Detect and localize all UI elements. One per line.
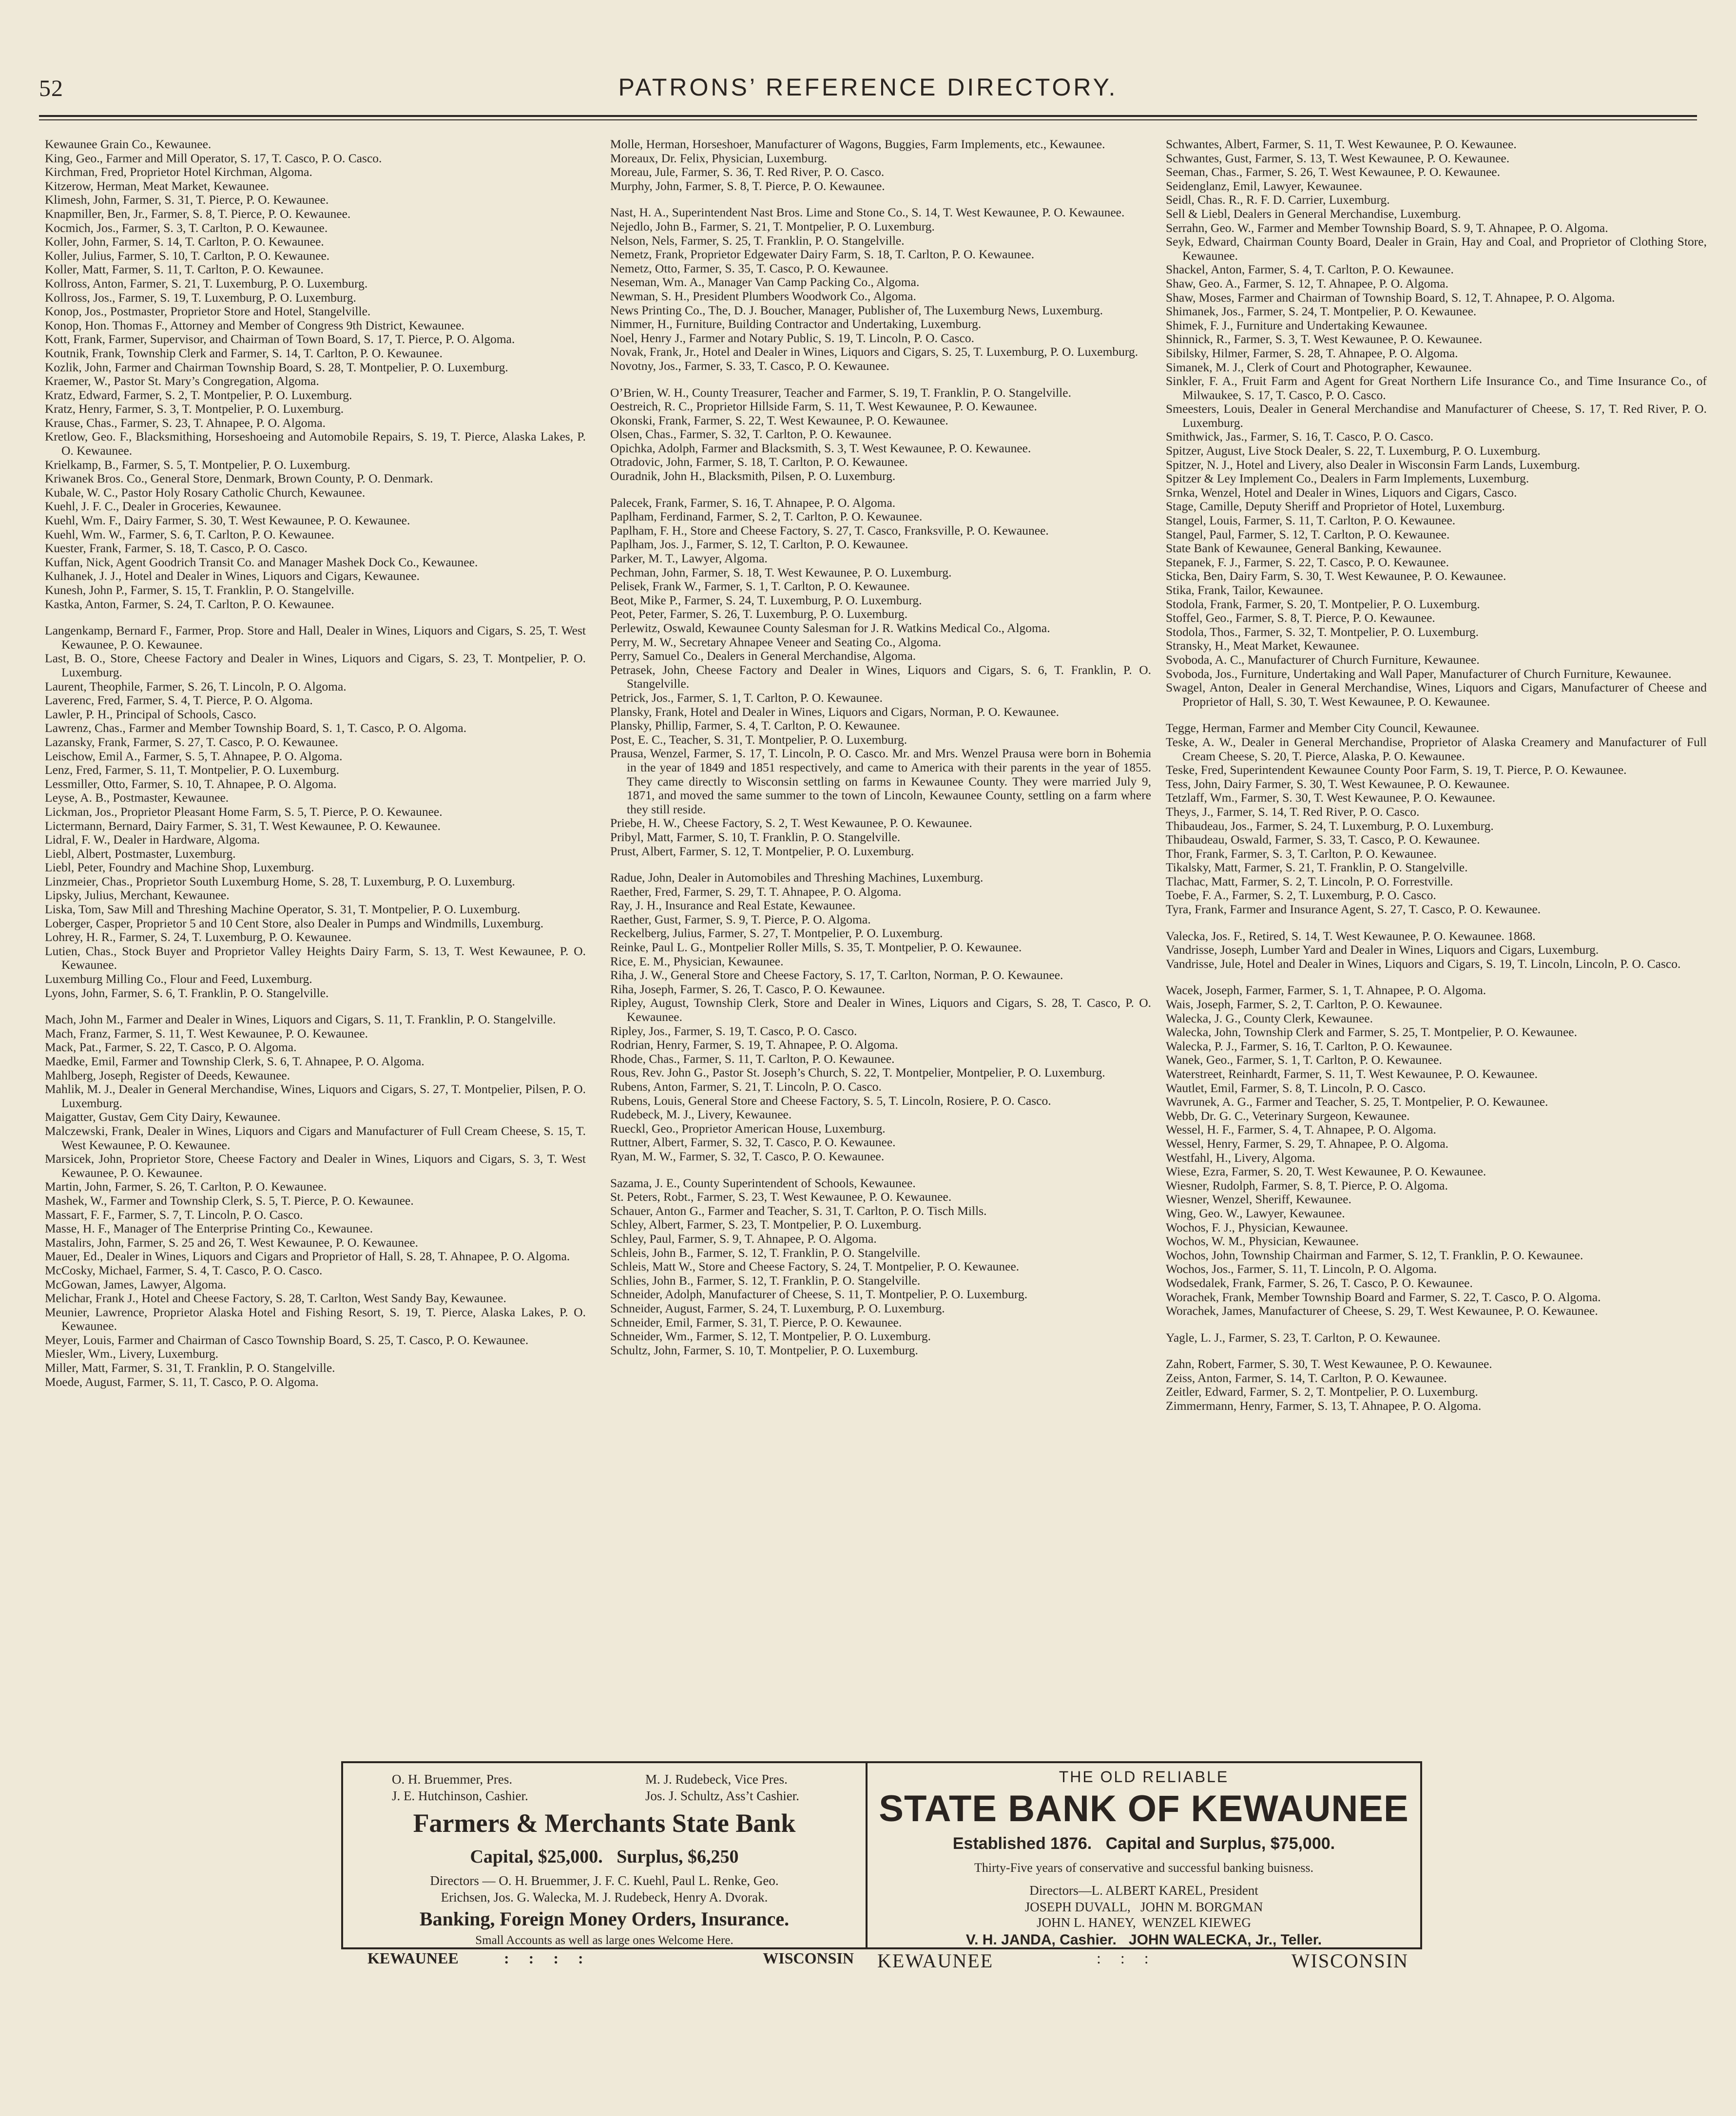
directory-entry: Wanek, Geo., Farmer, S. 1, T. Carlton, P. O. Kewaunee. <box>1166 1053 1442 1067</box>
officer-assistant-cashier: Jos. J. Schultz, Ass’t Cashier. <box>645 1789 800 1803</box>
directory-entry: Petrasek, John, Cheese Factory and Dealer in Wines, Liquors and Cigars, S. 6, T. Franklin, P. O. Stangelville. <box>610 662 1151 691</box>
directory-entry: Wiesner, Wenzel, Sheriff, Kewaunee. <box>1166 1192 1351 1207</box>
tagline: Thirty-Five years of conservative and successful banking buisness. <box>974 1861 1314 1875</box>
directory-entry: Kollross, Jos., Farmer, S. 19, T. Luxemburg, P. O. Luxemburg. <box>45 290 356 305</box>
directory-entry: Sinkler, F. A., Fruit Farm and Agent for Great Northern Life Insurance Co., and Time Insurance Co., of Milwaukee, S. 17, T. Casco, P. O. Casco. <box>1166 374 1707 402</box>
directory-entry: Shackel, Anton, Farmer, S. 4, T. Carlton, P. O. Kewaunee. <box>1166 262 1454 277</box>
directory-entry: Waterstreet, Reinhardt, Farmer, S. 11, T. West Kewaunee, P. O. Kewaunee. <box>1166 1067 1538 1081</box>
directory-list <box>610 137 1151 1357</box>
header-rule-thin <box>39 119 1697 120</box>
directory-entry: Shimanek, Jos., Farmer, S. 24, T. Montpelier, P. O. Kewaunee. <box>1166 304 1477 319</box>
directory-entry: Lyons, John, Farmer, S. 6, T. Franklin, P. O. Stangelville. <box>45 985 329 1000</box>
directory-entry: Kratz, Edward, Farmer, S. 2, T. Montpelier, P. O. Luxemburg. <box>45 387 352 402</box>
directory-entry: Nemetz, Otto, Farmer, S. 35, T. Casco, P. O. Kewaunee. <box>610 261 888 275</box>
directory-entry: Stangel, Louis, Farmer, S. 11, T. Carlton, P. O. Kewaunee. <box>1166 513 1456 528</box>
directory-entry: Kewaunee Grain Co., Kewaunee. <box>45 137 212 151</box>
bank-advertisements <box>341 1761 1422 1972</box>
directory-entry: Wiesner, Rudolph, Farmer, S. 8, T. Pierce, P. O. Algoma. <box>1166 1178 1448 1193</box>
directory-entry: Ripley, Jos., Farmer, S. 19, T. Casco, P. O. Casco. <box>610 1023 857 1038</box>
directory-entry: Yagle, L. J., Farmer, S. 23, T. Carlton, P. O. Kewaunee. <box>1166 1330 1441 1345</box>
directory-entry: Lenz, Fred, Farmer, S. 11, T. Montpelier, P. O. Luxemburg. <box>45 763 339 777</box>
directory-entry: Lessmiller, Otto, Farmer, S. 10, T. Ahnapee, P. O. Algoma. <box>45 776 337 791</box>
directory-entry: Zeiss, Anton, Farmer, S. 14, T. Carlton, P. O. Kewaunee. <box>1166 1370 1447 1385</box>
directory-entry: Okonski, Frank, Farmer, S. 22, T. West Kewaunee, P. O. Kewaunee. <box>610 413 948 427</box>
directory-entry: Valecka, Jos. F., Retired, S. 14, T. West Kewaunee, P. O. Kewaunee. 1868. <box>1166 928 1536 943</box>
directory-entry: Langenkamp, Bernard F., Farmer, Prop. Store and Hall, Dealer in Wines, Liquors and Cigars, S. 25, T. West Kewaunee, P. O. Kewaunee. <box>45 623 586 652</box>
footer-city: KEWAUNEE <box>877 1950 994 1972</box>
capital-surplus-text: Capital and Surplus, $75,000. <box>1105 1834 1335 1853</box>
directory-entry: Svoboda, A. C., Manufacturer of Church Furniture, Kewaunee. <box>1166 652 1480 667</box>
directory-entry: Kastka, Anton, Farmer, S. 24, T. Carlton, P. O. Kewaunee. <box>45 596 334 611</box>
directory-entry: Petrick, Jos., Farmer, S. 1, T. Carlton, P. O. Kewaunee. <box>610 690 883 705</box>
directory-entry: Nemetz, Frank, Proprietor Edgewater Dairy Farm, S. 18, T. Carlton, P. O. Kewaunee. <box>610 247 1035 262</box>
directory-entry: Kuester, Frank, Farmer, S. 18, T. Casco, P. O. Casco. <box>45 541 308 556</box>
directory-entry: Rubens, Louis, General Store and Cheese Factory, S. 5, T. Lincoln, Rosiere, P. O. Casco. <box>610 1093 1051 1108</box>
directory-entry: Liebl, Peter, Foundry and Machine Shop, Luxemburg. <box>45 860 314 875</box>
directory-column-3 <box>1166 137 1707 1413</box>
directory-entry: Wing, Geo. W., Lawyer, Kewaunee. <box>1166 1206 1345 1220</box>
directory-entry: Schneider, August, Farmer, S. 24, T. Luxemburg, P. O. Luxemburg. <box>610 1301 945 1315</box>
directory-entry: Krielkamp, B., Farmer, S. 5, T. Montpelier, P. O. Luxemburg. <box>45 457 350 472</box>
directory-entry: Riha, Joseph, Farmer, S. 26, T. Casco, P. O. Kewaunee. <box>610 981 885 996</box>
directory-entry: Schley, Paul, Farmer, S. 9, T. Ahnapee, P. O. Algoma. <box>610 1231 877 1246</box>
directory-entry: Nast, H. A., Superintendent Nast Bros. Lime and Stone Co., S. 14, T. West Kewaunee, P. O. Kewaunee. <box>610 205 1125 220</box>
directory-entry: Neseman, Wm. A., Manager Van Camp Packing Co., Algoma. <box>610 275 920 289</box>
directory-entry: State Bank of Kewaunee, General Banking, Kewaunee. <box>1166 541 1442 556</box>
state-bank-kewaunee-ad <box>868 1763 1420 1972</box>
directory-entry: Laverenc, Fred, Farmer, S. 4, T. Pierce, P. O. Algoma. <box>45 693 313 708</box>
directory-entry: Marsicek, John, Proprietor Store, Cheese Factory and Dealer in Wines, Liquors and Cigars, S. 3, T. West Kewaunee, P. O. Kewaunee. <box>45 1152 586 1180</box>
directory-entry: Wautlet, Emil, Farmer, S. 8, T. Lincoln, P. O. Casco. <box>1166 1080 1426 1095</box>
directory-entry: Teske, A. W., Dealer in General Merchandise, Proprietor of Alaska Creamery and Manufacturer of Full Cream Cheese, S. 20, T. Pierce, Alaska, P. O. Kewaunee. <box>1166 734 1707 763</box>
established-text: Established 1876. <box>952 1834 1092 1853</box>
directory-entry: Novotny, Jos., Farmer, S. 33, T. Casco, P. O. Kewaunee. <box>610 358 889 373</box>
directory-entry: Tetzlaff, Wm., Farmer, S. 30, T. West Kewaunee, P. O. Kewaunee. <box>1166 790 1496 805</box>
directory-entry: Schneider, Wm., Farmer, S. 12, T. Montpelier, P. O. Luxemburg. <box>610 1329 931 1344</box>
directory-entry: Malczewski, Frank, Dealer in Wines, Liquors and Cigars and Manufacturer of Full Cream Cheese, S. 15, T. West Kewaunee, P. O. Kewaunee. <box>45 1123 586 1152</box>
directory-entry: Riha, J. W., General Store and Cheese Factory, S. 17, T. Carlton, Norman, P. O. Kewaunee. <box>610 968 1063 982</box>
services-line: Banking, Foreign Money Orders, Insurance. <box>419 1908 790 1930</box>
ad-kicker: THE OLD RELIABLE <box>1059 1768 1229 1786</box>
directory-entry: Massart, F. F., Farmer, S. 7, T. Lincoln, P. O. Casco. <box>45 1207 303 1222</box>
directory-entry: Vandrisse, Joseph, Lumber Yard and Dealer in Wines, Liquors and Cigars, Luxemburg. <box>1166 943 1599 957</box>
directory-entry: Paplham, F. H., Store and Cheese Factory, S. 27, T. Casco, Franksville, P. O. Kewaunee. <box>610 523 1049 538</box>
directory-entry: Kratz, Henry, Farmer, S. 3, T. Montpelier, P. O. Luxemburg. <box>45 402 344 416</box>
directory-entry: Meyer, Louis, Farmer and Chairman of Casco Township Board, S. 25, T. Casco, P. O. Kewaunee. <box>45 1332 529 1347</box>
directory-entry: Swagel, Anton, Dealer in General Merchandise, Wines, Liquors and Cigars, Manufacturer of Cheese and Proprietor of Hall, S. 30, T. West Kewaunee, P. O. Kewaunee. <box>1166 680 1707 709</box>
directory-entry: Reckelberg, Julius, Farmer, S. 27, T. Montpelier, P. O. Luxemburg. <box>610 926 943 941</box>
directory-entry: Murphy, John, Farmer, S. 8, T. Pierce, P. O. Kewaunee. <box>610 178 885 193</box>
directory-entry: Kriwanek Bros. Co., General Store, Denmark, Brown County, P. O. Denmark. <box>45 471 433 486</box>
directory-entry: Kretlow, Geo. F., Blacksmithing, Horseshoeing and Automobile Repairs, S. 19, T. Pierce, Alaska Lakes, P. O. Kewaunee. <box>45 429 586 458</box>
directory-entry: Noel, Henry J., Farmer and Notary Public, S. 19, T. Lincoln, P. O. Casco. <box>610 330 974 345</box>
directory-entry: Ryan, M. W., Farmer, S. 32, T. Casco, P. O. Kewaunee. <box>610 1149 885 1163</box>
directory-entry: Raether, Gust, Farmer, S. 9, T. Pierce, P. O. Algoma. <box>610 912 871 926</box>
officer-cashier: J. E. Hutchinson, Cashier. <box>392 1789 528 1803</box>
directory-entry: Radue, John, Dealer in Automobiles and Threshing Machines, Luxemburg. <box>610 870 984 885</box>
directory-entry: Schley, Albert, Farmer, S. 23, T. Montpelier, P. O. Luxemburg. <box>610 1217 922 1232</box>
directory-entry: Shinnick, R., Farmer, S. 3, T. West Kewaunee, P. O. Kewaunee. <box>1166 332 1483 346</box>
directors-line-2: Erichsen, Jos. G. Walecka, M. J. Rudebeck, Henry A. Dvorak. <box>441 1890 768 1904</box>
directory-entry: Kunesh, John P., Farmer, S. 15, T. Franklin, P. O. Stangelville. <box>45 583 354 597</box>
directory-entry: Novak, Frank, Jr., Hotel and Dealer in Wines, Liquors and Cigars, S. 25, T. Luxemburg, P. O. Luxemburg. <box>610 345 1138 359</box>
officer-vice-president: M. J. Rudebeck, Vice Pres. <box>645 1772 788 1787</box>
directory-entry: Miesler, Wm., Livery, Luxemburg. <box>45 1347 219 1361</box>
directory-entry: Seidl, Chas. R., R. F. D. Carrier, Luxemburg. <box>1166 192 1390 207</box>
capital-surplus-line <box>343 1846 866 1867</box>
bank-name: Farmers & Merchants State Bank <box>413 1808 796 1838</box>
directory-entry: Mahlberg, Joseph, Register of Deeds, Kewaunee. <box>45 1068 290 1082</box>
directory-entry: Zeitler, Edward, Farmer, S. 2, T. Montpelier, P. O. Luxemburg. <box>1166 1385 1478 1399</box>
directory-entry: Svoboda, Jos., Furniture, Undertaking and Wall Paper, Manufacturer of Church Furniture, Kewaunee. <box>1166 666 1672 681</box>
directory-entry: Kuehl, Wm. F., Dairy Farmer, S. 30, T. West Kewaunee, P. O. Kewaunee. <box>45 513 410 528</box>
directory-entry: Stika, Frank, Tailor, Kewaunee. <box>1166 583 1324 597</box>
directory-entry: Webb, Dr. G. C., Veterinary Surgeon, Kewaunee. <box>1166 1108 1410 1123</box>
directory-entry: Wessel, Henry, Farmer, S. 29, T. Ahnapee, P. O. Algoma. <box>1166 1136 1449 1151</box>
directory-entry: Ray, J. H., Insurance and Real Estate, Kewaunee. <box>610 898 856 913</box>
directory-entry: O’Brien, W. H., County Treasurer, Teacher and Farmer, S. 19, T. Franklin, P. O. Stangelville. <box>610 385 1071 400</box>
directory-entry: Shaw, Moses, Farmer and Chairman of Township Board, S. 12, T. Ahnapee, P. O. Algoma. <box>1166 290 1615 305</box>
directory-entry: Kuehl, J. F. C., Dealer in Groceries, Kewaunee. <box>45 499 282 514</box>
directory-entry: Thor, Frank, Farmer, S. 3, T. Carlton, P. O. Kewaunee. <box>1166 846 1437 861</box>
directors-line-1: Directors—L. ALBERT KAREL, President <box>1029 1883 1258 1898</box>
directory-entry: Wiese, Ezra, Farmer, S. 20, T. West Kewaunee, P. O. Kewaunee. <box>1166 1164 1486 1179</box>
directory-entry: Schleis, John B., Farmer, S. 12, T. Franklin, P. O. Stangelville. <box>610 1245 921 1260</box>
directors-line-1: Directors — O. H. Bruemmer, J. F. C. Kuehl, Paul L. Renke, Geo. <box>430 1873 779 1888</box>
directory-entry: Spitzer, N. J., Hotel and Livery, also Dealer in Wisconsin Farm Lands, Luxemburg. <box>1166 457 1581 472</box>
directory-entry: Paplham, Jos. J., Farmer, S. 12, T. Carlton, P. O. Kewaunee. <box>610 537 908 552</box>
directory-entry: Kollross, Anton, Farmer, S. 21, T. Luxemburg, P. O. Luxemburg. <box>45 276 368 290</box>
directory-entry: Lidral, F. W., Dealer in Hardware, Algoma. <box>45 832 260 847</box>
directory-entry: Wochos, F. J., Physician, Kewaunee. <box>1166 1220 1349 1234</box>
directory-entry: Rhode, Chas., Farmer, S. 11, T. Carlton, P. O. Kewaunee. <box>610 1051 895 1066</box>
directory-entry: Klimesh, John, Farmer, S. 31, T. Pierce, P. O. Kewaunee. <box>45 192 329 207</box>
directory-entry: Maigatter, Gustav, Gem City Dairy, Kewaunee. <box>45 1110 281 1124</box>
directory-entry: Olsen, Chas., Farmer, S. 32, T. Carlton, P. O. Kewaunee. <box>610 427 892 442</box>
directory-entry: Wacek, Joseph, Farmer, Farmer, S. 1, T. Ahnapee, P. O. Algoma. <box>1166 983 1486 998</box>
directory-entry: Moreau, Jule, Farmer, S. 36, T. Red River, P. O. Casco. <box>610 165 885 179</box>
directory-entry: Walecka, John, Township Clerk and Farmer, S. 25, T. Montpelier, P. O. Kewaunee. <box>1166 1025 1577 1039</box>
directory-entry: Opichka, Adolph, Farmer and Blacksmith, S. 3, T. West Kewaunee, P. O. Kewaunee. <box>610 441 1031 455</box>
directory-entry: Beot, Mike P., Farmer, S. 24, T. Luxemburg, P. O. Luxemburg. <box>610 593 922 607</box>
capital-text: Capital, $25,000. <box>470 1847 603 1867</box>
directory-entry: Leyse, A. B., Postmaster, Kewaunee. <box>45 790 229 805</box>
directory-entry: Meunier, Lawrence, Proprietor Alaska Hotel and Fishing Resort, S. 19, T. Pierce, Alaska Lakes, P. O. Kewaunee. <box>45 1305 586 1333</box>
directory-entry: Miller, Matt, Farmer, S. 31, T. Franklin, P. O. Stangelville. <box>45 1361 335 1375</box>
directory-entry: McCosky, Michael, Farmer, S. 4, T. Casco, P. O. Casco. <box>45 1263 323 1277</box>
directory-entry: Worachek, Frank, Member Township Board and Farmer, S. 22, T. Casco, P. O. Algoma. <box>1166 1289 1601 1304</box>
directory-entry: Rous, Rev. John G., Pastor St. Joseph’s Church, S. 22, T. Montpelier, Montpelier, P. O. Luxemburg. <box>610 1065 1105 1080</box>
directory-entry: Konop, Jos., Postmaster, Proprietor Store and Hotel, Stangelville. <box>45 304 371 319</box>
bank-name: STATE BANK OF KEWAUNEE <box>879 1788 1409 1829</box>
page-number: 52 <box>39 76 63 101</box>
directory-entry: Thibaudeau, Jos., Farmer, S. 24, T. Luxemburg, P. O. Luxemburg. <box>1166 818 1494 833</box>
directory-entry: Kitzerow, Herman, Meat Market, Kewaunee. <box>45 178 269 193</box>
directory-entry: King, Geo., Farmer and Mill Operator, S. 17, T. Casco, P. O. Casco. <box>45 151 382 165</box>
directory-entry: Ruttner, Albert, Farmer, S. 32, T. Casco, P. O. Kewaunee. <box>610 1135 896 1150</box>
directory-entry: Mastalirs, John, Farmer, S. 25 and 26, T. West Kewaunee, P. O. Kewaunee. <box>45 1235 419 1250</box>
directory-entry: Lipsky, Julius, Merchant, Kewaunee. <box>45 888 230 903</box>
header-rule <box>39 115 1697 117</box>
directory-entry: Raether, Fred, Farmer, S. 29, T. T. Ahnapee, P. O. Algoma. <box>610 884 902 899</box>
directory-entry: Palecek, Frank, Farmer, S. 16, T. Ahnapee, P. O. Algoma. <box>610 495 896 510</box>
directory-entry: Perry, Samuel Co., Dealers in General Merchandise, Algoma. <box>610 649 916 663</box>
directory-entry: Wais, Joseph, Farmer, S. 2, T. Carlton, P. O. Kewaunee. <box>1166 997 1443 1012</box>
directory-entry: Koutnik, Frank, Township Clerk and Farmer, S. 14, T. Carlton, P. O. Kewaunee. <box>45 346 443 360</box>
directory-entry: Teske, Fred, Superintendent Kewaunee County Poor Farm, S. 19, T. Pierce, P. O. Kewaunee. <box>1166 763 1627 777</box>
directory-entry: Wochos, Jos., Farmer, S. 11, T. Lincoln, P. O. Algoma. <box>1166 1262 1437 1276</box>
directory-entry: Perry, M. W., Secretary Ahnapee Veneer and Seating Co., Algoma. <box>610 635 942 649</box>
directory-entry: Sazama, J. E., County Superintendent of Schools, Kewaunee. <box>610 1175 916 1190</box>
directory-entry: Reinke, Paul L. G., Montpelier Roller Mills, S. 35, T. Montpelier, P. O. Kewaunee. <box>610 940 1022 955</box>
directory-entry: Rice, E. M., Physician, Kewaunee. <box>610 954 784 968</box>
directory-entry: Schwantes, Albert, Farmer, S. 11, T. West Kewaunee, P. O. Kewaunee. <box>1166 137 1517 151</box>
directory-entry: Seyk, Edward, Chairman County Board, Dealer in Grain, Hay and Coal, and Proprietor of Clothing Store, Kewaunee. <box>1166 234 1707 263</box>
directory-entry: Stangel, Paul, Farmer, S. 12, T. Carlton, P. O. Kewaunee. <box>1166 527 1450 541</box>
directory-entry: Paplham, Ferdinand, Farmer, S. 2, T. Carlton, P. O. Kewaunee. <box>610 509 923 524</box>
tagline: Small Accounts as well as large ones Welcome Here. <box>475 1934 733 1947</box>
directory-entry: Smeesters, Louis, Dealer in General Merchandise and Manufacturer of Cheese, S. 17, T. Red River, P. O. Luxemburg. <box>1166 402 1707 430</box>
directory-entry: Seidenglanz, Emil, Lawyer, Kewaunee. <box>1166 178 1363 193</box>
directory-entry: Schlies, John B., Farmer, S. 12, T. Franklin, P. O. Stangelville. <box>610 1273 921 1288</box>
directory-entry: Liebl, Albert, Postmaster, Luxemburg. <box>45 846 236 861</box>
directory-entry: Wavrunek, A. G., Farmer and Teacher, S. 25, T. Montpelier, P. O. Kewaunee. <box>1166 1095 1548 1109</box>
directors-line-3: JOHN L. HANEY, WENZEL KIEWEG <box>1037 1915 1251 1930</box>
directory-entry: Kraemer, W., Pastor St. Mary’s Congregation, Algoma. <box>45 374 319 388</box>
directory-entry: Otradovic, John, Farmer, S. 18, T. Carlton, P. O. Kewaunee. <box>610 455 908 469</box>
directory-entry: Leischow, Emil A., Farmer, S. 5, T. Ahnapee, P. O. Algoma. <box>45 749 343 763</box>
directory-entry: Tyra, Frank, Farmer and Insurance Agent, S. 27, T. Casco, P. O. Kewaunee. <box>1166 902 1541 917</box>
directory-entry: Konop, Hon. Thomas F., Attorney and Member of Congress 9th District, Kewaunee. <box>45 318 464 332</box>
directory-entry: McGowan, James, Lawyer, Algoma. <box>45 1277 227 1291</box>
directory-entry: Mauer, Ed., Dealer in Wines, Liquors and Cigars and Proprietor of Hall, S. 28, T. Ahnapee, P. O. Algoma. <box>45 1249 570 1264</box>
footer-state: WISCONSIN <box>1291 1950 1408 1972</box>
officer-president: O. H. Bruemmer, Pres. <box>392 1772 513 1787</box>
directory-entry: Lictermann, Bernard, Dairy Farmer, S. 31, T. West Kewaunee, P. O. Kewaunee. <box>45 818 441 833</box>
directory-entry: Post, E. C., Teacher, S. 31, T. Montpelier, P. O. Luxemburg. <box>610 732 907 747</box>
directory-entry: Stepanek, F. J., Farmer, S. 22, T. Casco, P. O. Kewaunee. <box>1166 555 1449 569</box>
directory-entry: Ripley, August, Township Clerk, Store and Dealer in Wines, Liquors and Cigars, S. 28, T. Casco, P. O. Kewaunee. <box>610 996 1151 1024</box>
directory-entry: Parker, M. T., Lawyer, Algoma. <box>610 551 768 566</box>
directory-entry: Kirchman, Fred, Proprietor Hotel Kirchman, Algoma. <box>45 165 312 179</box>
directory-entry: Sticka, Ben, Dairy Farm, S. 30, T. West Kewaunee, P. O. Kewaunee. <box>1166 569 1506 583</box>
directory-entry: Schwantes, Gust, Farmer, S. 13, T. West Kewaunee, P. O. Kewaunee. <box>1166 151 1510 165</box>
directory-entry: Moede, August, Farmer, S. 11, T. Casco, P. O. Algoma. <box>45 1374 319 1389</box>
directory-entry: Sell & Liebl, Dealers in General Merchandise, Luxemburg. <box>1166 206 1461 221</box>
directory-entry: Spitzer, August, Live Stock Dealer, S. 22, T. Luxemburg, P. O. Luxemburg. <box>1166 443 1541 458</box>
directory-entry: Tegge, Herman, Farmer and Member City Council, Kewaunee. <box>1166 721 1480 735</box>
directory-entry: Simanek, M. J., Clerk of Court and Photographer, Kewaunee. <box>1166 360 1472 374</box>
directory-entry: Moreaux, Dr. Felix, Physician, Luxemburg. <box>610 151 828 165</box>
directory-entry: Loberger, Casper, Proprietor 5 and 10 Cent Store, also Dealer in Pumps and Windmills, Luxemburg. <box>45 916 544 930</box>
directory-list <box>45 137 586 1389</box>
directory-entry: Nejedlo, John B., Farmer, S. 21, T. Montpelier, P. O. Luxemburg. <box>610 219 935 233</box>
directory-entry: Nelson, Nels, Farmer, S. 25, T. Franklin, P. O. Stangelville. <box>610 233 905 248</box>
directory-entry: Toebe, F. A., Farmer, S. 2, T. Luxemburg, P. O. Casco. <box>1166 888 1436 903</box>
directory-entry: Thibaudeau, Oswald, Farmer, S. 33, T. Casco, P. O. Kewaunee. <box>1166 832 1480 847</box>
directory-entry: Stage, Camille, Deputy Sheriff and Proprietor of Hotel, Luxemburg. <box>1166 499 1505 514</box>
directory-entry: Pechman, John, Farmer, S. 18, T. West Kewaunee, P. O. Luxemburg. <box>610 565 952 579</box>
directory-entry: Wodsedalek, Frank, Farmer, S. 26, T. Casco, P. O. Kewaunee. <box>1166 1275 1473 1290</box>
directory-entry: Mahlik, M. J., Dealer in General Merchandise, Wines, Liquors and Cigars, S. 27, T. Montpelier, Pilsen, P. O. Luxemburg. <box>45 1082 586 1110</box>
directory-entry: Mach, Franz, Farmer, S. 11, T. West Kewaunee, P. O. Kewaunee. <box>45 1026 368 1040</box>
directory-entry: Melichar, Frank J., Hotel and Cheese Factory, S. 28, T. Carlton, West Sandy Bay, Kewaunee. <box>45 1291 506 1306</box>
directory-entry: Liska, Tom, Saw Mill and Threshing Machine Operator, S. 31, T. Montpelier, P. O. Luxemburg. <box>45 902 521 917</box>
directory-entry: Tlachac, Matt, Farmer, S. 2, T. Lincoln, P. O. Forrestville. <box>1166 874 1453 888</box>
directory-entry: Koller, John, Farmer, S. 14, T. Carlton, P. O. Kewaunee. <box>45 234 324 249</box>
directory-entry: Nimmer, H., Furniture, Building Contractor and Undertaking, Luxemburg. <box>610 317 982 331</box>
directory-entry: Plansky, Frank, Hotel and Dealer in Wines, Liquors and Cigars, Norman, P. O. Kewaunee. <box>610 704 1060 719</box>
page-title: PATRONS’ REFERENCE DIRECTORY. <box>618 74 1118 101</box>
directory-entry: Shaw, Geo. A., Farmer, S. 12, T. Ahnapee, P. O. Algoma. <box>1166 276 1449 290</box>
directory-entry: Srnka, Wenzel, Hotel and Dealer in Wines, Liquors and Cigars, Casco. <box>1166 485 1517 500</box>
directory-entry: Serrahn, Geo. W., Farmer and Member Township Board, S. 9, T. Ahnapee, P. O. Algoma. <box>1166 220 1608 235</box>
directory-entry: Schneider, Emil, Farmer, S. 31, T. Pierce, P. O. Kewaunee. <box>610 1315 902 1329</box>
directory-entry: Masse, H. F., Manager of The Enterprise Printing Co., Kewaunee. <box>45 1221 373 1236</box>
directory-entry: Walecka, J. G., County Clerk, Kewaunee. <box>1166 1011 1373 1025</box>
directory-entry: Stodola, Thos., Farmer, S. 32, T. Montpelier, P. O. Luxemburg. <box>1166 624 1479 639</box>
directory-entry: Molle, Herman, Horseshoer, Manufacturer of Wagons, Buggies, Farm Implements, etc., Kewaunee. <box>610 137 1105 151</box>
established-capital-line <box>868 1834 1420 1853</box>
directory-entry: Luxemburg Milling Co., Flour and Feed, Luxemburg. <box>45 972 312 986</box>
directory-column-2 <box>610 137 1151 1357</box>
directory-entry: Prausa, Wenzel, Farmer, S. 17, T. Lincoln, P. O. Casco. Mr. and Mrs. Wenzel Prausa were born in Bohemia in the year of 1849 and 1851 respectively, and came to America with their parents in the year of 1855. They came directly to Wisconsin settling on farms in Kewaunee County. They were married July 9, 1871, and moved the same summer to the town of Lincoln, Kewaunee County, settling on a farm where they still reside. <box>610 746 1151 816</box>
farmers-merchants-bank-ad <box>343 1763 866 1967</box>
directory-entry: Kocmich, Jos., Farmer, S. 3, T. Carlton, P. O. Kewaunee. <box>45 220 328 235</box>
directory-entry: Lutien, Chas., Stock Buyer and Proprietor Valley Heights Dairy Farm, S. 13, T. West Kewaunee, P. O. Kewaunee. <box>45 943 586 972</box>
directory-entry: Koller, Matt, Farmer, S. 11, T. Carlton, P. O. Kewaunee. <box>45 262 324 277</box>
directory-entry: Pelisek, Frank W., Farmer, S. 1, T. Carlton, P. O. Kewaunee. <box>610 579 910 594</box>
directory-list <box>1166 137 1707 1413</box>
directory-entry: Knapmiller, Ben, Jr., Farmer, S. 8, T. Pierce, P. O. Kewaunee. <box>45 206 351 221</box>
directory-entry: Wochos, W. M., Physician, Kewaunee. <box>1166 1234 1359 1249</box>
directory-entry: St. Peters, Robt., Farmer, S. 23, T. West Kewaunee, P. O. Kewaunee. <box>610 1190 952 1204</box>
directory-entry: Rodrian, Henry, Farmer, S. 19, T. Ahnapee, P. O. Algoma. <box>610 1038 898 1052</box>
directory-entry: Stoffel, Geo., Farmer, S. 8, T. Pierce, P. O. Kewaunee. <box>1166 611 1435 625</box>
footer-separator: : : : : <box>504 1949 583 1967</box>
directory-entry: Lawler, P. H., Principal of Schools, Casco. <box>45 707 256 721</box>
directory-entry: Prust, Albert, Farmer, S. 12, T. Montpelier, P. O. Luxemburg. <box>610 844 914 858</box>
directory-entry: Kozlik, John, Farmer and Chairman Township Board, S. 28, T. Montpelier, P. O. Luxemburg. <box>45 360 508 374</box>
directory-entry: Schleis, Matt W., Store and Cheese Factory, S. 24, T. Montpelier, P. O. Kewaunee. <box>610 1259 1020 1274</box>
directory-entry: Spitzer & Ley Implement Co., Dealers in Farm Implements, Luxemburg. <box>1166 471 1529 486</box>
directory-entry: Schneider, Adolph, Manufacturer of Cheese, S. 11, T. Montpelier, P. O. Luxemburg. <box>610 1287 1028 1302</box>
footer-separator: : : : <box>1097 1949 1149 1967</box>
directory-entry: Linzmeier, Chas., Proprietor South Luxemburg Home, S. 28, T. Luxemburg, P. O. Luxemburg. <box>45 874 515 888</box>
directory-entry: Shimek, F. J., Furniture and Undertaking Kewaunee. <box>1166 318 1427 332</box>
directory-entry: Lazansky, Frank, Farmer, S. 27, T. Casco, P. O. Kewaunee. <box>45 734 338 749</box>
directory-entry: Schauer, Anton G., Farmer and Teacher, S. 31, T. Carlton, P. O. Tisch Mills. <box>610 1203 987 1218</box>
directory-entry: Rubens, Anton, Farmer, S. 21, T. Lincoln, P. O. Casco. <box>610 1079 882 1094</box>
directory-entry: Lawrenz, Chas., Farmer and Member Township Board, S. 1, T. Casco, P. O. Algoma. <box>45 721 467 735</box>
officers-line: V. H. JANDA, Cashier. JOHN WALECKA, Jr., Teller. <box>965 1932 1322 1948</box>
directory-entry: Wochos, John, Township Chairman and Farmer, S. 12, T. Franklin, P. O. Kewaunee. <box>1166 1248 1583 1262</box>
directory-entry: Kuehl, Wm. W., Farmer, S. 6, T. Carlton, P. O. Kewaunee. <box>45 527 334 541</box>
footer-state: WISCONSIN <box>763 1949 854 1967</box>
directory-entry: Koller, Julius, Farmer, S. 10, T. Carlton, P. O. Kewaunee. <box>45 248 330 263</box>
directory-entry: Kott, Frank, Farmer, Supervisor, and Chairman of Town Board, S. 17, T. Pierce, P. O. Algoma. <box>45 332 515 346</box>
surplus-text: Surplus, $6,250 <box>617 1847 739 1867</box>
directory-entry: Priebe, H. W., Cheese Factory, S. 2, T. West Kewaunee, P. O. Kewaunee. <box>610 816 972 830</box>
directory-entry: Mack, Pat., Farmer, S. 22, T. Casco, P. O. Algoma. <box>45 1040 297 1055</box>
directory-entry: Stransky, H., Meat Market, Kewaunee. <box>1166 638 1360 653</box>
directory-entry: Perlewitz, Oswald, Kewaunee County Salesman for J. R. Watkins Medical Co., Algoma. <box>610 621 1050 635</box>
directory-entry: Lickman, Jos., Proprietor Pleasant Home Farm, S. 5, T. Pierce, P. O. Kewaunee. <box>45 804 443 819</box>
directory-entry: Last, B. O., Store, Cheese Factory and Dealer in Wines, Liquors and Cigars, S. 23, T. Montpelier, P. O. Luxemburg. <box>45 651 586 679</box>
directory-column-1 <box>45 137 586 1389</box>
directory-entry: Theys, J., Farmer, S. 14, T. Red River, P. O. Casco. <box>1166 804 1420 819</box>
directory-entry: Maedke, Emil, Farmer and Township Clerk, S. 6, T. Ahnapee, P. O. Algoma. <box>45 1054 424 1068</box>
directory-entry: Laurent, Theophile, Farmer, S. 26, T. Lincoln, P. O. Algoma. <box>45 679 347 693</box>
directory-entry: Zahn, Robert, Farmer, S. 30, T. West Kewaunee, P. O. Kewaunee. <box>1166 1357 1492 1371</box>
directory-entry: Pribyl, Matt, Farmer, S. 10, T. Franklin, P. O. Stangelville. <box>610 829 901 844</box>
directory-entry: Tess, John, Dairy Farmer, S. 30, T. West Kewaunee, P. O. Kewaunee. <box>1166 776 1510 791</box>
directory-entry: Seeman, Chas., Farmer, S. 26, T. West Kewaunee, P. O. Kewaunee. <box>1166 165 1500 179</box>
directors-line-2: JOSEPH DUVALL, JOHN M. BORGMAN <box>1024 1900 1263 1914</box>
directory-entry: Krause, Chas., Farmer, S. 23, T. Ahnapee, P. O. Algoma. <box>45 415 326 430</box>
directory-entry: Wessel, H. F., Farmer, S. 4, T. Ahnapee, P. O. Algoma. <box>1166 1122 1436 1137</box>
directory-entry: Kulhanek, J. J., Hotel and Dealer in Wines, Liquors and Cigars, Kewaunee. <box>45 569 420 583</box>
directory-entry: Mashek, W., Farmer and Township Clerk, S. 5, T. Pierce, P. O. Kewaunee. <box>45 1193 414 1208</box>
directory-entry: Rueckl, Geo., Proprietor American House, Luxemburg. <box>610 1121 886 1135</box>
directory-entry: Oestreich, R. C., Proprietor Hillside Farm, S. 11, T. West Kewaunee, P. O. Kewaunee. <box>610 399 1037 414</box>
directory-entry: Tikalsky, Matt, Farmer, S. 21, T. Franklin, P. O. Stangelville. <box>1166 860 1468 875</box>
directory-entry: Kubale, W. C., Pastor Holy Rosary Catholic Church, Kewaunee. <box>45 485 366 500</box>
directory-entry: Rudebeck, M. J., Livery, Kewaunee. <box>610 1107 792 1122</box>
directory-entry: Mach, John M., Farmer and Dealer in Wines, Liquors and Cigars, S. 11, T. Franklin, P. O. Stangelville. <box>45 1012 556 1027</box>
directory-entry: Martin, John, Farmer, S. 26, T. Carlton, P. O. Kewaunee. <box>45 1179 327 1194</box>
directory-entry: Westfahl, H., Livery, Algoma. <box>1166 1150 1315 1165</box>
directory-entry: Lohrey, H. R., Farmer, S. 24, T. Luxemburg, P. O. Kewaunee. <box>45 930 352 944</box>
directory-entry: Vandrisse, Jule, Hotel and Dealer in Wines, Liquors and Cigars, S. 19, T. Lincoln, Lincoln, P. O. Casco. <box>1166 956 1681 971</box>
page-header <box>39 71 1697 105</box>
directory-entry: Stodola, Frank, Farmer, S. 20, T. Montpelier, P. O. Luxemburg. <box>1166 596 1480 611</box>
directory-entry: Walecka, P. J., Farmer, S. 16, T. Carlton, P. O. Kewaunee. <box>1166 1039 1453 1053</box>
directory-entry: Smithwick, Jas., Farmer, S. 16, T. Casco, P. O. Casco. <box>1166 429 1434 444</box>
directory-entry: News Printing Co., The, D. J. Boucher, Manager, Publisher of, The Luxemburg News, Luxemburg. <box>610 303 1103 317</box>
directory-entry: Sibilsky, Hilmer, Farmer, S. 28, T. Ahnapee, P. O. Algoma. <box>1166 346 1458 360</box>
directory-entry: Worachek, James, Manufacturer of Cheese, S. 29, T. West Kewaunee, P. O. Kewaunee. <box>1166 1304 1598 1318</box>
directory-entry: Schultz, John, Farmer, S. 10, T. Montpelier, P. O. Luxemburg. <box>610 1343 918 1357</box>
directory-entry: Ouradnik, John H., Blacksmith, Pilsen, P. O. Luxemburg. <box>610 469 896 483</box>
directory-entry: Peot, Peter, Farmer, S. 26, T. Luxemburg, P. O. Luxemburg. <box>610 607 908 621</box>
directory-entry: Newman, S. H., President Plumbers Woodwork Co., Algoma. <box>610 289 916 303</box>
directory-entry: Kuffan, Nick, Agent Goodrich Transit Co. and Manager Mashek Dock Co., Kewaunee. <box>45 555 478 569</box>
footer-city: KEWAUNEE <box>367 1949 459 1967</box>
directory-entry: Plansky, Phillip, Farmer, S. 4, T. Carlton, P. O. Kewaunee. <box>610 718 900 733</box>
directory-entry: Zimmermann, Henry, Farmer, S. 13, T. Ahnapee, P. O. Algoma. <box>1166 1399 1482 1413</box>
